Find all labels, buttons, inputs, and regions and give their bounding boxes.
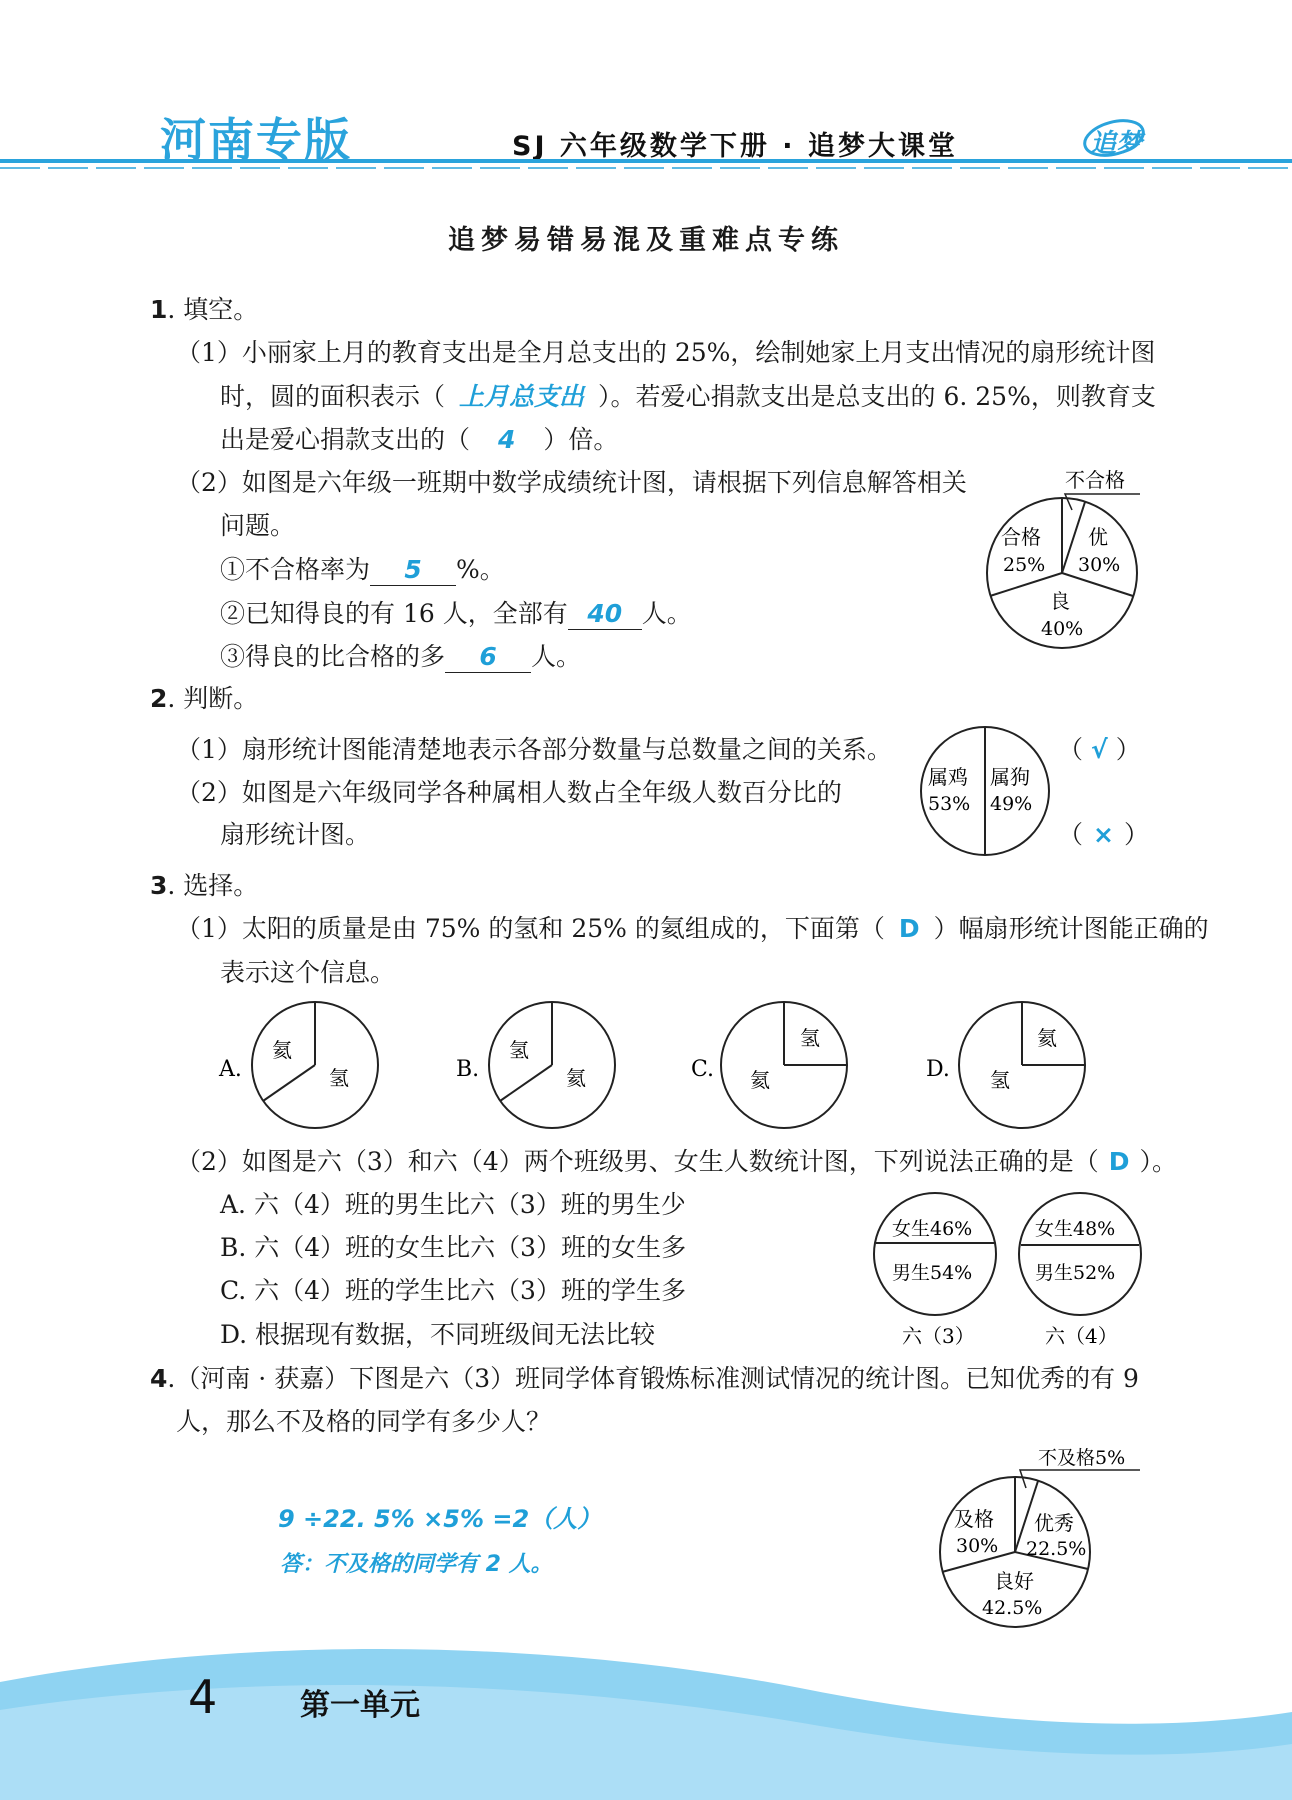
- page-number: 4: [188, 1670, 218, 1724]
- q1-heading: 1. 填空。: [150, 295, 259, 324]
- q1-pie-callout: 不合格: [1065, 468, 1125, 492]
- page-title: 追梦易错易混及重难点专练: [448, 225, 844, 256]
- svg-text:氦: 氦: [1037, 1026, 1057, 1050]
- q2-answer1: √: [1091, 735, 1108, 764]
- q1-pie-you-label: 优: [1088, 525, 1108, 549]
- q1-pie-liang-label: 良: [1050, 589, 1070, 613]
- svg-text:氦: 氦: [566, 1066, 586, 1090]
- q3-p2-option-a: A. 六（4）班的男生比六（3）班的男生少: [220, 1190, 686, 1219]
- svg-text:A.: A.: [219, 1057, 242, 1082]
- q1-p1-line1: （1）小丽家上月的教育支出是全月总支出的 25%，绘制她家上月支出情况的扇形统计图: [176, 338, 1156, 367]
- q3-option-b: [452, 995, 627, 1135]
- header-rule: [0, 156, 1292, 172]
- q3-p2-line1: （2）如图是六（3）和六（4）两个班级男、女生人数统计图，下列说法正确的是（ D ）。: [176, 1147, 1178, 1176]
- q4-answer-sentence: 答：不及格的同学有 2 人。: [280, 1552, 553, 1577]
- q2-answer1-box: （ √ ）: [1058, 735, 1141, 764]
- q4-pie-lianghao-pct: 42.5%: [982, 1597, 1043, 1619]
- q3-heading: 3. 选择。: [150, 871, 259, 900]
- svg-text:氢: 氢: [509, 1038, 529, 1062]
- svg-text:女生48%: 女生48%: [1035, 1218, 1116, 1240]
- svg-text:男生52%: 男生52%: [1035, 1262, 1116, 1284]
- q1-pie-hege-label: 合格: [1001, 525, 1041, 549]
- q2-answer2-box: （ × ）: [1058, 820, 1149, 849]
- book-title: SJ 六年级数学下册 · 追梦大课堂: [512, 131, 958, 162]
- q4-answer-equation: 9 ÷22. 5% ×5% =2（人）: [278, 1505, 602, 1533]
- q1-p2-answer3: 6: [479, 642, 497, 671]
- svg-text:氢: 氢: [990, 1068, 1010, 1092]
- q3-p2-answer: D: [1108, 1147, 1130, 1176]
- q1-p2-sub1: ①不合格率为 5 %。: [220, 555, 505, 584]
- q4-pie-youxiu-pct: 22.5%: [1026, 1538, 1087, 1560]
- q2-pie-ji-pct: 53%: [928, 793, 971, 815]
- q1-p2-answer1: 5: [404, 555, 422, 584]
- q1-p2-answer2: 40: [587, 599, 623, 628]
- q4-line1: 4.（河南 · 获嘉）下图是六（3）班同学体育锻炼标准测试情况的统计图。已知优秀的有 9: [150, 1364, 1139, 1393]
- q2-answer2: ×: [1093, 820, 1114, 849]
- q3-p1-line1: （1）太阳的质量是由 75% 的氢和 25% 的氦组成的，下面第（ D ）幅扇形统计图能正确的: [176, 914, 1209, 943]
- q3-p2-option-c: C. 六（4）班的学生比六（3）班的学生多: [220, 1276, 686, 1305]
- q2-line3: 扇形统计图。: [220, 820, 371, 849]
- q3-p2-option-d: D. 根据现有数据，不同班级间无法比较: [220, 1320, 656, 1349]
- svg-text:女生46%: 女生46%: [892, 1218, 973, 1240]
- q1-p2-line1: （2）如图是六年级一班期中数学成绩统计图，请根据下列信息解答相关: [176, 468, 967, 497]
- q2-pie-gou-pct: 49%: [990, 793, 1033, 815]
- q2-pie-ji-label: 属鸡: [928, 765, 968, 789]
- q1-p2-line2: 问题。: [220, 511, 296, 540]
- q3-pie-class3: [870, 1188, 1005, 1368]
- q2-line2: （2）如图是六年级同学各种属相人数占全年级人数百分比的: [176, 778, 842, 807]
- q2-pie-chart: [918, 722, 1058, 862]
- q1-p2-sub3: ③得良的比合格的多 6 人。: [220, 642, 582, 671]
- q3-option-c: [687, 995, 862, 1135]
- q1-pie-you-pct: 30%: [1078, 554, 1121, 576]
- q1-p1-line3: 出是爱心捐款支出的（ 4 ）倍。: [220, 425, 619, 454]
- q4-pie-callout: 不及格5%: [1038, 1447, 1126, 1469]
- q4-pie-chart: [930, 1442, 1150, 1637]
- q4-pie-youxiu-label: 优秀: [1034, 1511, 1074, 1535]
- svg-text:B.: B.: [456, 1057, 480, 1082]
- q2-heading: 2. 判断。: [150, 684, 259, 713]
- q4-pie-jige-label: 及格: [954, 1507, 994, 1531]
- svg-text:C.: C.: [691, 1057, 715, 1082]
- q3-p1-answer: D: [898, 914, 920, 943]
- unit-label: 第一单元: [300, 1688, 420, 1723]
- svg-text:氢: 氢: [800, 1026, 820, 1050]
- svg-text:氢: 氢: [329, 1066, 349, 1090]
- edition-label: 河南专版: [160, 113, 352, 167]
- q3-class4-caption: 六（4）: [1045, 1324, 1118, 1348]
- q3-pie-class4: [1015, 1188, 1150, 1368]
- q4-line2: 人，那么不及格的同学有多少人？: [176, 1407, 552, 1436]
- logo-text: 追梦: [1090, 129, 1143, 159]
- svg-text:D.: D.: [926, 1057, 950, 1082]
- svg-text:氦: 氦: [750, 1068, 770, 1092]
- q2-line1: （1）扇形统计图能清楚地表示各部分数量与总数量之间的关系。: [176, 735, 892, 764]
- q1-p1-answer2: 4: [498, 425, 516, 454]
- q4-pie-jige-pct: 30%: [956, 1535, 999, 1557]
- q3-option-a: [215, 995, 390, 1135]
- q3-class3-caption: 六（3）: [902, 1324, 975, 1348]
- q1-p1-line2: 时，圆的面积表示（ 上月总支出 ）。若爱心捐款支出是总支出的 6. 25%，则教育支: [220, 382, 1156, 411]
- svg-text:氦: 氦: [272, 1038, 292, 1062]
- q3-p1-line2: 表示这个信息。: [220, 958, 396, 987]
- q3-option-d: [922, 995, 1097, 1135]
- q1-pie-hege-pct: 25%: [1003, 554, 1046, 576]
- q1-pie-liang-pct: 40%: [1041, 618, 1084, 640]
- q1-p2-sub2: ②已知得良的有 16 人，全部有 40 人。: [220, 599, 692, 628]
- q1-p1-answer1: 上月总支出: [459, 382, 585, 411]
- svg-text:男生54%: 男生54%: [892, 1262, 973, 1284]
- q1-pie-chart: [975, 460, 1150, 655]
- q3-p2-option-b: B. 六（4）班的女生比六（3）班的女生多: [220, 1233, 687, 1262]
- q2-pie-gou-label: 属狗: [990, 765, 1030, 789]
- q4-pie-lianghao-label: 良好: [994, 1569, 1034, 1593]
